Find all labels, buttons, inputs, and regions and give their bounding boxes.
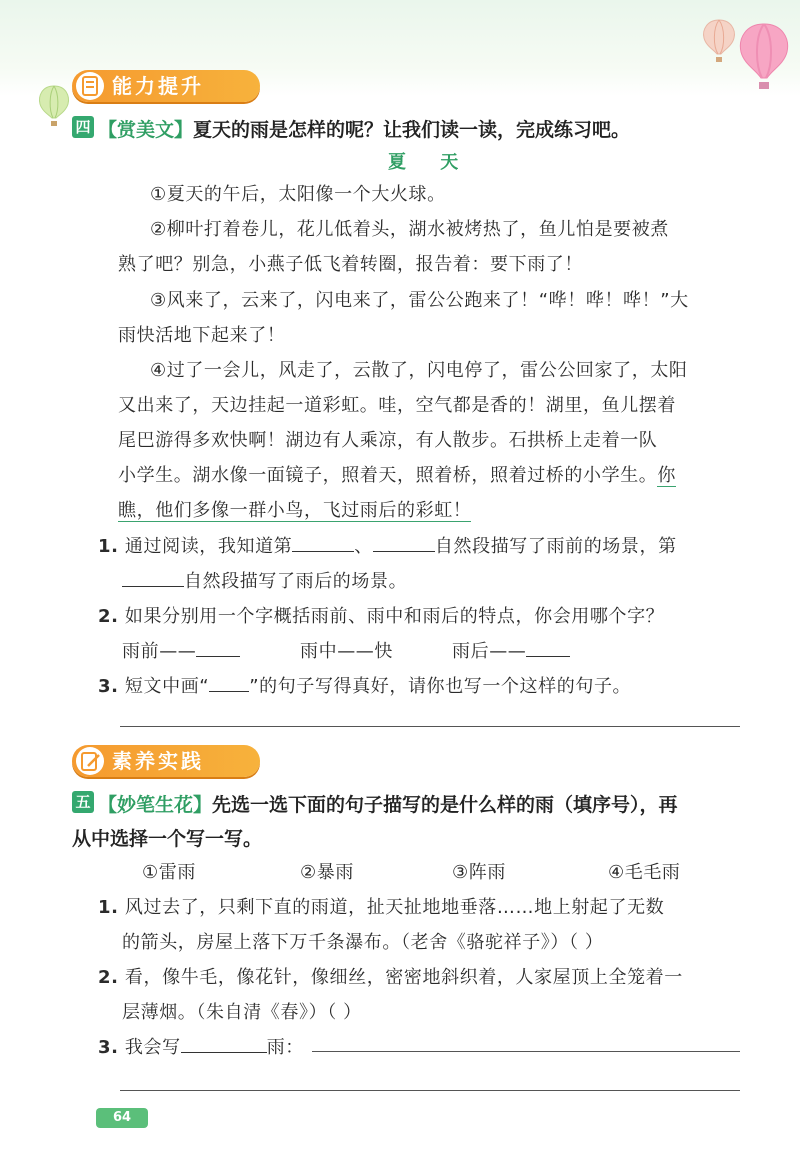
question-2-number: 2. (98, 606, 119, 627)
item-text: 风过去了，只剩下直的雨道，扯天扯地地垂落……地上射起了无数 (124, 897, 665, 918)
passage-line (118, 461, 676, 487)
q5-item-2-cont: 层薄烟。（朱自清《春》）（ ） (122, 1002, 362, 1023)
answer-label: 雨后—— (452, 641, 527, 662)
option: ④毛毛雨 (608, 862, 681, 883)
item-number: 2. (98, 967, 119, 988)
option: ①雷雨 (142, 862, 196, 883)
answer-label: 雨中——快 (300, 641, 393, 662)
question-title (98, 790, 678, 817)
question-tag: 【妙笔生花】 (98, 794, 213, 816)
passage-line: ③风来了，云来了，闪电来了，雷公公跑来了！“哗！哗！哗！”大 (150, 290, 689, 311)
answer-blank[interactable] (181, 1034, 267, 1053)
answer-blank[interactable] (292, 533, 354, 552)
balloon-icon (736, 22, 792, 92)
question-1 (98, 532, 677, 558)
section-badge-label: 能力提升 (112, 74, 204, 98)
answer-blank[interactable] (196, 638, 240, 657)
question-2 (98, 602, 664, 628)
answer-line[interactable] (120, 1090, 740, 1091)
question-prompt: 先选一选下面的句子描写的是什么样的雨（填序号），再 (212, 794, 678, 816)
passage-line: 熟了吧？别急，小燕子低飞着转圈，报告着：要下雨了！ (118, 254, 583, 275)
question-3 (98, 672, 631, 698)
question-number: 五 (72, 791, 94, 813)
passage-text: 小学生。湖水像一面镜子，照着天，照着桥，照着过桥的小学生。 (118, 465, 658, 486)
question-2-answers (122, 637, 240, 663)
section-badge-label: 素养实践 (112, 749, 204, 773)
q5-item-1-cont: 的箭头，房屋上落下万千条瀑布。（老舍《骆驼祥子》）（ ） (122, 932, 604, 953)
passage-title: 夏 天 (388, 152, 473, 173)
item-text: 看，像牛毛，像花针，像细丝，密密地斜织着，人家屋顶上全笼着一 (124, 967, 683, 988)
question-2-text: 如果分别用一个字概括雨前、雨中和雨后的特点，你会用哪个字？ (124, 606, 665, 627)
question-1-number: 1. (98, 536, 119, 557)
passage-line: 尾巴游得多欢快啊！湖边有人乘凉，有人散步。石拱桥上走着一队 (118, 430, 658, 451)
item-text: 雨： (266, 1037, 304, 1058)
pencil-icon (76, 747, 104, 775)
sample-underline (209, 673, 249, 692)
item-number: 1. (98, 897, 119, 918)
q5-item-1 (98, 893, 664, 919)
question-prompt: 从中选择一个写一写。 (72, 828, 263, 850)
underlined-sentence: 你 (657, 465, 677, 486)
question-number: 四 (72, 116, 94, 138)
passage-line: 又出来了，天边挂起一道彩虹。哇，空气都是香的！湖里，鱼儿摆着 (118, 395, 676, 416)
question-prompt: 夏天的雨是怎样的呢？让我们读一读，完成练习吧。 (193, 119, 631, 141)
passage-line (118, 496, 471, 522)
underlined-sentence: 瞧，他们多像一群小鸟，飞过雨后的彩虹！ (118, 500, 472, 521)
question-2-answers (300, 637, 393, 663)
answer-line[interactable] (120, 726, 740, 727)
answer-blank[interactable] (373, 533, 435, 552)
passage-line: ④过了一会儿，风走了，云散了，闪电停了，雷公公回家了，太阳 (150, 360, 688, 381)
notebook-icon (76, 72, 104, 100)
section-badge-ability (72, 70, 260, 102)
passage-line: 雨快活地下起来了！ (118, 325, 286, 346)
page-number: 64 (96, 1108, 148, 1128)
answer-blank[interactable] (122, 568, 184, 587)
q5-item-2 (98, 963, 683, 989)
answer-blank[interactable] (526, 638, 570, 657)
question-3-text: 短文中画“ (124, 676, 210, 697)
item-text: 我会写 (124, 1037, 181, 1058)
option: ③阵雨 (452, 862, 506, 883)
question-1-cont (122, 567, 407, 593)
answer-label: 雨前—— (122, 641, 197, 662)
question-title (98, 115, 630, 142)
passage-line: ②柳叶打着卷儿，花儿低着头，湖水被烤热了，鱼儿怕是要被煮 (150, 219, 669, 240)
question-1-text: 自然段描写了雨前的场景，第 (434, 536, 677, 557)
section-badge-practice (72, 745, 260, 777)
question-1-text: 、 (354, 536, 373, 557)
passage-line: ①夏天的午后，太阳像一个大火球。 (150, 184, 446, 205)
question-3-text: ”的句子写得真好，请你也写一个这样的句子。 (249, 676, 632, 697)
q5-item-3 (98, 1033, 304, 1059)
item-number: 3. (98, 1037, 119, 1058)
balloon-icon (36, 84, 72, 128)
balloon-icon (700, 18, 738, 64)
answer-line[interactable] (312, 1051, 740, 1052)
question-3-number: 3. (98, 676, 119, 697)
question-2-answers (452, 637, 570, 663)
question-1-text: 通过阅读，我知道第 (124, 536, 293, 557)
question-tag: 【赏美文】 (98, 119, 194, 141)
question-1-text: 自然段描写了雨后的场景。 (184, 571, 408, 592)
option: ②暴雨 (300, 862, 354, 883)
